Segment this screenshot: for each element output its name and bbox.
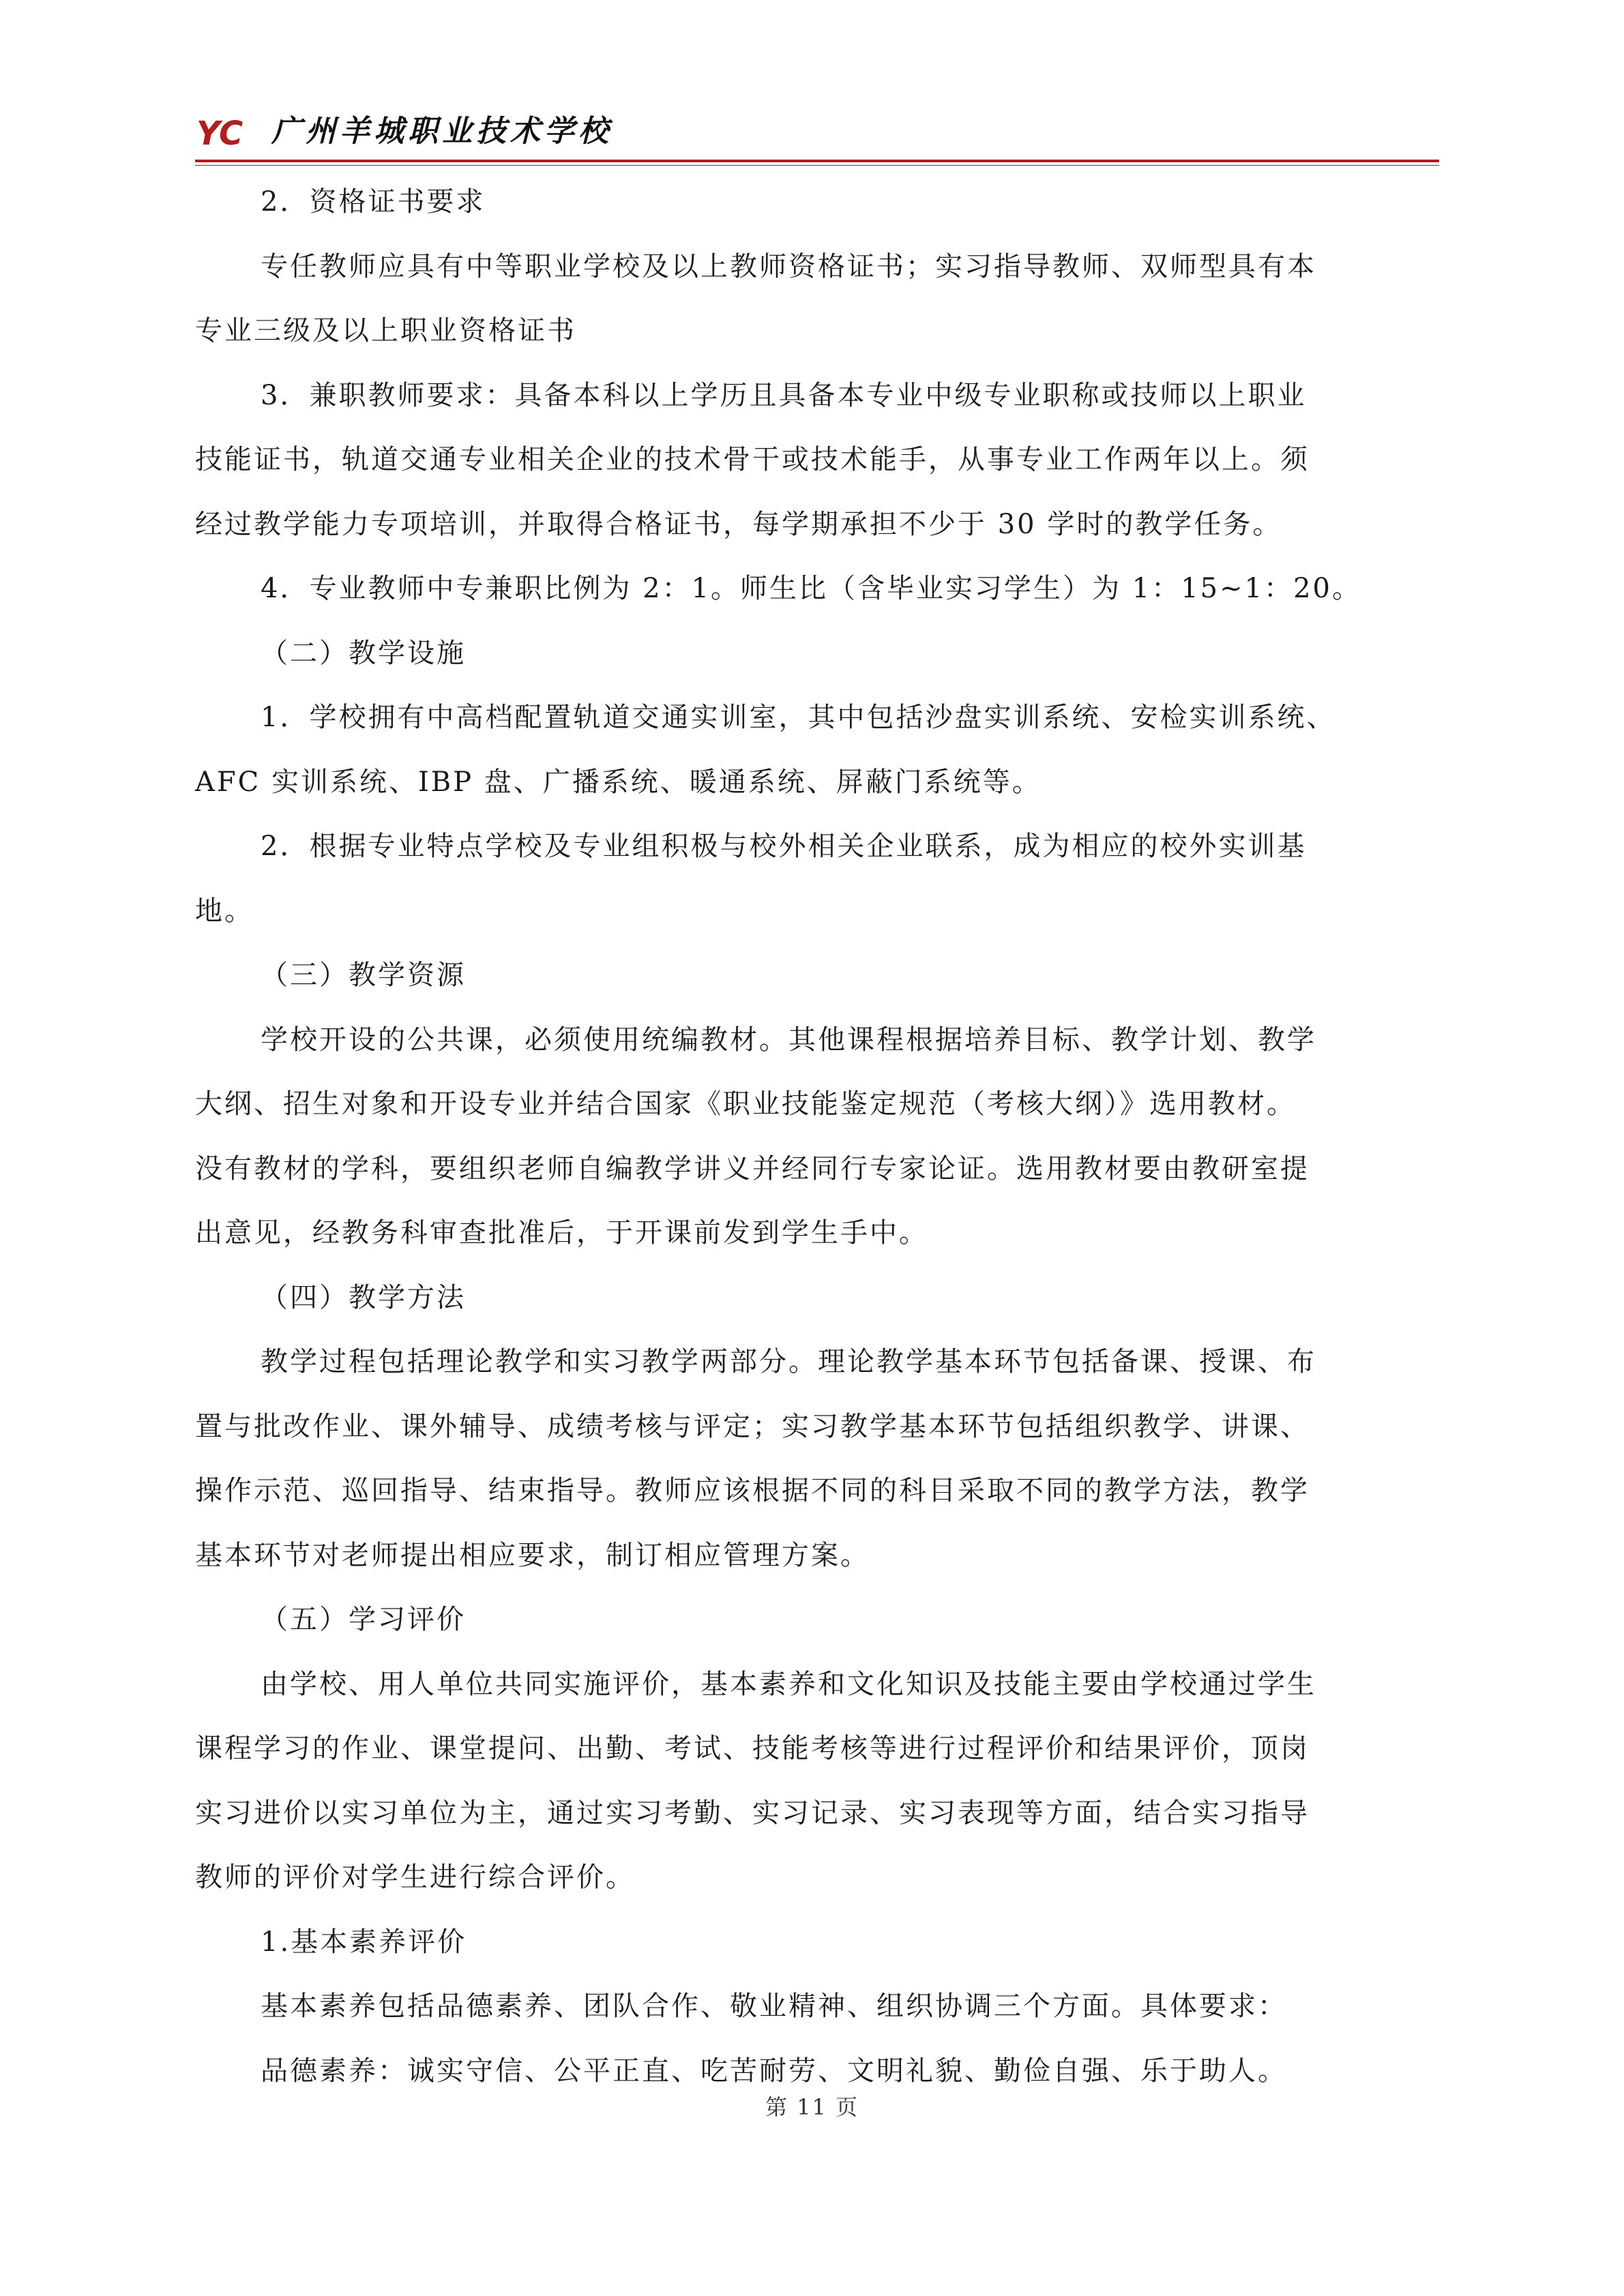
paragraph-line: 课程学习的作业、课堂提问、出勤、考试、技能考核等进行过程评价和结果评价，顶岗 — [195, 1733, 1310, 1764]
paragraph-line: 没有教材的学科，要组织老师自编教学讲义并经同行专家论证。选用教材要由教研室提 — [195, 1153, 1310, 1184]
paragraph-line: 学校开设的公共课，必须使用统编教材。其他课程根据培养目标、教学计划、教学 — [261, 1024, 1316, 1056]
paragraph-line: 大纲、招生对象和开设专业并结合国家《职业技能鉴定规范（考核大纲）》选用教材。 — [195, 1088, 1296, 1120]
page-number: 第 11 页 — [765, 2094, 859, 2120]
paragraph-line: 基本素养包括品德素养、团队合作、敬业精神、组织协调三个方面。具体要求： — [261, 1991, 1287, 2022]
paragraph-line: 4．专业教师中专兼职比例为 2：1。师生比（含毕业实习学生）为 1：15~1：20。 — [261, 573, 1361, 604]
section-heading: （五）学习评价 — [261, 1604, 466, 1635]
paragraph-line: 品德素养：诚实守信、公平正直、吃苦耐劳、文明礼貌、勤俭自强、乐于助人。 — [261, 2055, 1287, 2087]
section-heading: 1.基本素养评价 — [261, 1926, 467, 1958]
paragraph-line: 专业三级及以上职业资格证书 — [195, 315, 576, 346]
school-logo-icon — [195, 113, 262, 150]
paragraph-line: 1．学校拥有中高档配置轨道交通实训室，其中包括沙盘实训系统、安检实训系统、 — [261, 702, 1336, 733]
paragraph-line: 专任教师应具有中等职业学校及以上教师资格证书；实习指导教师、双师型具有本 — [261, 251, 1316, 282]
paragraph-line: 地。 — [195, 895, 254, 927]
paragraph-line: 实习进价以实习单位为主，通过实习考勤、实习记录、实习表现等方面，结合实习指导 — [195, 1798, 1310, 1829]
paragraph-line: 操作示范、巡回指导、结束指导。教师应该根据不同的科目采取不同的教学方法，教学 — [195, 1475, 1310, 1506]
section-heading: （二）教学设施 — [261, 638, 466, 669]
document-header — [195, 113, 1439, 154]
paragraph-line: 教学过程包括理论教学和实习教学两部分。理论教学基本环节包括备课、授课、布 — [261, 1346, 1316, 1377]
section-heading: （三）教学资源 — [261, 959, 466, 991]
header-rule-thin — [195, 165, 1439, 166]
paragraph-line: 教师的评价对学生进行综合评价。 — [195, 1862, 635, 1893]
paragraph-line: AFC 实训系统、IBP 盘、广播系统、暖通系统、屏蔽门系统等。 — [195, 766, 1042, 798]
paragraph-line: 经过教学能力专项培训，并取得合格证书，每学期承担不少于 30 学时的教学任务。 — [195, 509, 1282, 540]
svg-text:YC: YC — [196, 115, 243, 150]
header-rule — [195, 160, 1439, 162]
paragraph-line: 出意见，经教务科审查批准后，于开课前发到学生手中。 — [195, 1217, 928, 1249]
paragraph-line: 基本环节对老师提出相应要求，制订相应管理方案。 — [195, 1540, 870, 1571]
paragraph-line: 2．根据专业特点学校及专业组积极与校外相关企业联系，成为相应的校外实训基 — [261, 831, 1307, 862]
paragraph-line: 置与批改作业、课外辅导、成绩考核与评定；实习教学基本环节包括组织教学、讲课、 — [195, 1411, 1310, 1442]
paragraph-line: 由学校、用人单位共同实施评价，基本素养和文化知识及技能主要由学校通过学生 — [261, 1669, 1316, 1700]
paragraph-line: 技能证书，轨道交通专业相关企业的技术骨干或技术能手，从事专业工作两年以上。须 — [195, 444, 1310, 475]
school-name: 广州羊城职业技术学校 — [271, 114, 612, 149]
paragraph-line: 3．兼职教师要求：具备本科以上学历且具备本专业中级专业职称或技师以上职业 — [261, 380, 1307, 411]
section-heading: 2．资格证书要求 — [261, 186, 486, 218]
section-heading: （四）教学方法 — [261, 1282, 466, 1313]
